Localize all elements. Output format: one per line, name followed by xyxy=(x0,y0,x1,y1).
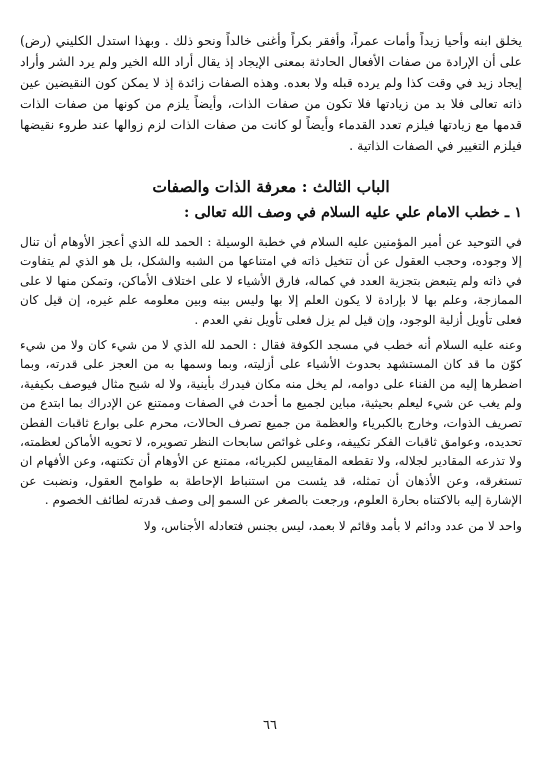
page-number: ٦٦ xyxy=(263,718,277,733)
text-line: على قدرته، وبما اضطرها إليه من الفناء على دوامه، لم يخل منه مكان فيدرك بأينية، ولا xyxy=(20,357,523,391)
text-line: له شبح مثال فيوصف بكيفية، ولم يغب عن شيء ليعلم بحيثية، مباين لجميع ما أحدث في xyxy=(20,376,522,411)
text-line: الكليني (رض) على أن الإرادة من صفات الأفعال الحادثة بمعنى الإيجاد إذ يقال أراد الله xyxy=(20,33,522,69)
text-line: المقادير لجلاله، ولا تقطعه المقاييس لكبريائه، ممتنع عن الأوهام أن تكتنهه، وعن xyxy=(73,454,472,469)
text-line: والشكل، بل هو الذي لم يتفاوت في ذاته ولم يتبعض بتجزية العدد في كماله، فارق xyxy=(20,254,522,288)
text-line: جميع تصرف الحالات، محرم على بوارع ثاقبات الفطن تحديده، وعوامق ثاقبات الفكر xyxy=(20,415,522,450)
text-line: واحد لا من عدد ودائم لا بأمد وقائم لا بعمد، ليس بجنس فتعادله الأجناس، ولا xyxy=(143,518,522,533)
paragraph-kufa-sermon xyxy=(20,336,522,511)
text-line: الخير ولم يرد الشر وأراد إيجاد زيد في وقت كذا ولم يرده قبله ولا بعده. وهذه الصفات xyxy=(20,54,522,90)
text-line: الأوهام أن تنال إلا وجوده، وحجب العقول عن أن تتخيل ذاته في امتناعها من الشبه xyxy=(20,235,523,269)
text-line: زائدة إذ لا يمكن كون النقيضين عين ذاته تعالى فلا بد من زيادتها فلا تكون من صفات xyxy=(20,75,522,111)
paragraph-continuation xyxy=(20,517,522,536)
section-heading: ١ ـ خطب الامام علي عليه السلام في وصف الله تعالى : xyxy=(184,204,522,221)
chapter-title: الباب الثالث : معرفة الذات والصفات xyxy=(152,177,390,196)
text-line: في التوحيد عن أمير المؤمنين عليه السلام في خطبة الوسيلة : الحمد لله الذي أعجز xyxy=(98,235,522,249)
page-body xyxy=(20,30,522,536)
paragraph-wasila-sermon xyxy=(20,233,522,330)
text-line: الذات، وأيضاً يلزم من كونها من صفات الذات قدمها مع زيادتها فيلزم تعدد القدماء وأيضاً xyxy=(20,96,522,132)
intro-paragraph xyxy=(20,30,522,156)
text-line: الأشياء لا على اختلاف الأماكن، وتمكن منها لا على الممازجة، وعلم بها لا بإرادة لا xyxy=(20,273,523,308)
text-line: العقول، ونضبت عن الإشارة إليه بالاكتناه بحارة العلوم، ورجعت بالصغر عن السمو إلى xyxy=(20,473,522,508)
text-line: وصف قدرته لطائف الخصوم . xyxy=(44,493,194,508)
text-line: الوجود، وإن قيل لم يزل فعلى تأويل نفي العدم . xyxy=(194,312,436,327)
text-line: الصفات وممتنع عن الإدراك بما ابتدع من تصريف الذوات، وخارج بالكبرياء والعظمة من xyxy=(20,396,522,430)
text-line: الأفهام ان تستغرقه، وعن الأذهان أن تمثله، قد يئست من استنباط الإحاطة به طوامح xyxy=(20,454,522,488)
text-line: من شيء كوّن ما قد كان المستشهد بحدوث الأشياء على أزليته، وبما وسمها به من العجز xyxy=(20,338,523,372)
text-line: تكييفه، وعلى غوائص سابحات النظر تصويره، لا تحويه الأماكن لعظمته، ولا تذرعه xyxy=(20,435,523,469)
text-line: يكون العلم إلا بها وليس بينه وبين معلومه علم غيره، إن قيل كان فعلى تأويل أزلية xyxy=(20,293,522,327)
text-line: يخلق ابنه وأحيا زيداً وأمات عمراً، وأفقر بكراً وأغنى خالداً ونحو ذلك . وبهذا استدل xyxy=(96,33,522,48)
text-line: وعنه عليه السلام أنه خطب في مسجد الكوفة فقال : الحمد لله الذي لا من شيء كان ولا xyxy=(70,338,523,353)
text-line: لو كانت من صفات الذات لزم زوالها عند طروء نقيضها فيلزم التغيير في الصفات الذاتية . xyxy=(20,117,522,153)
